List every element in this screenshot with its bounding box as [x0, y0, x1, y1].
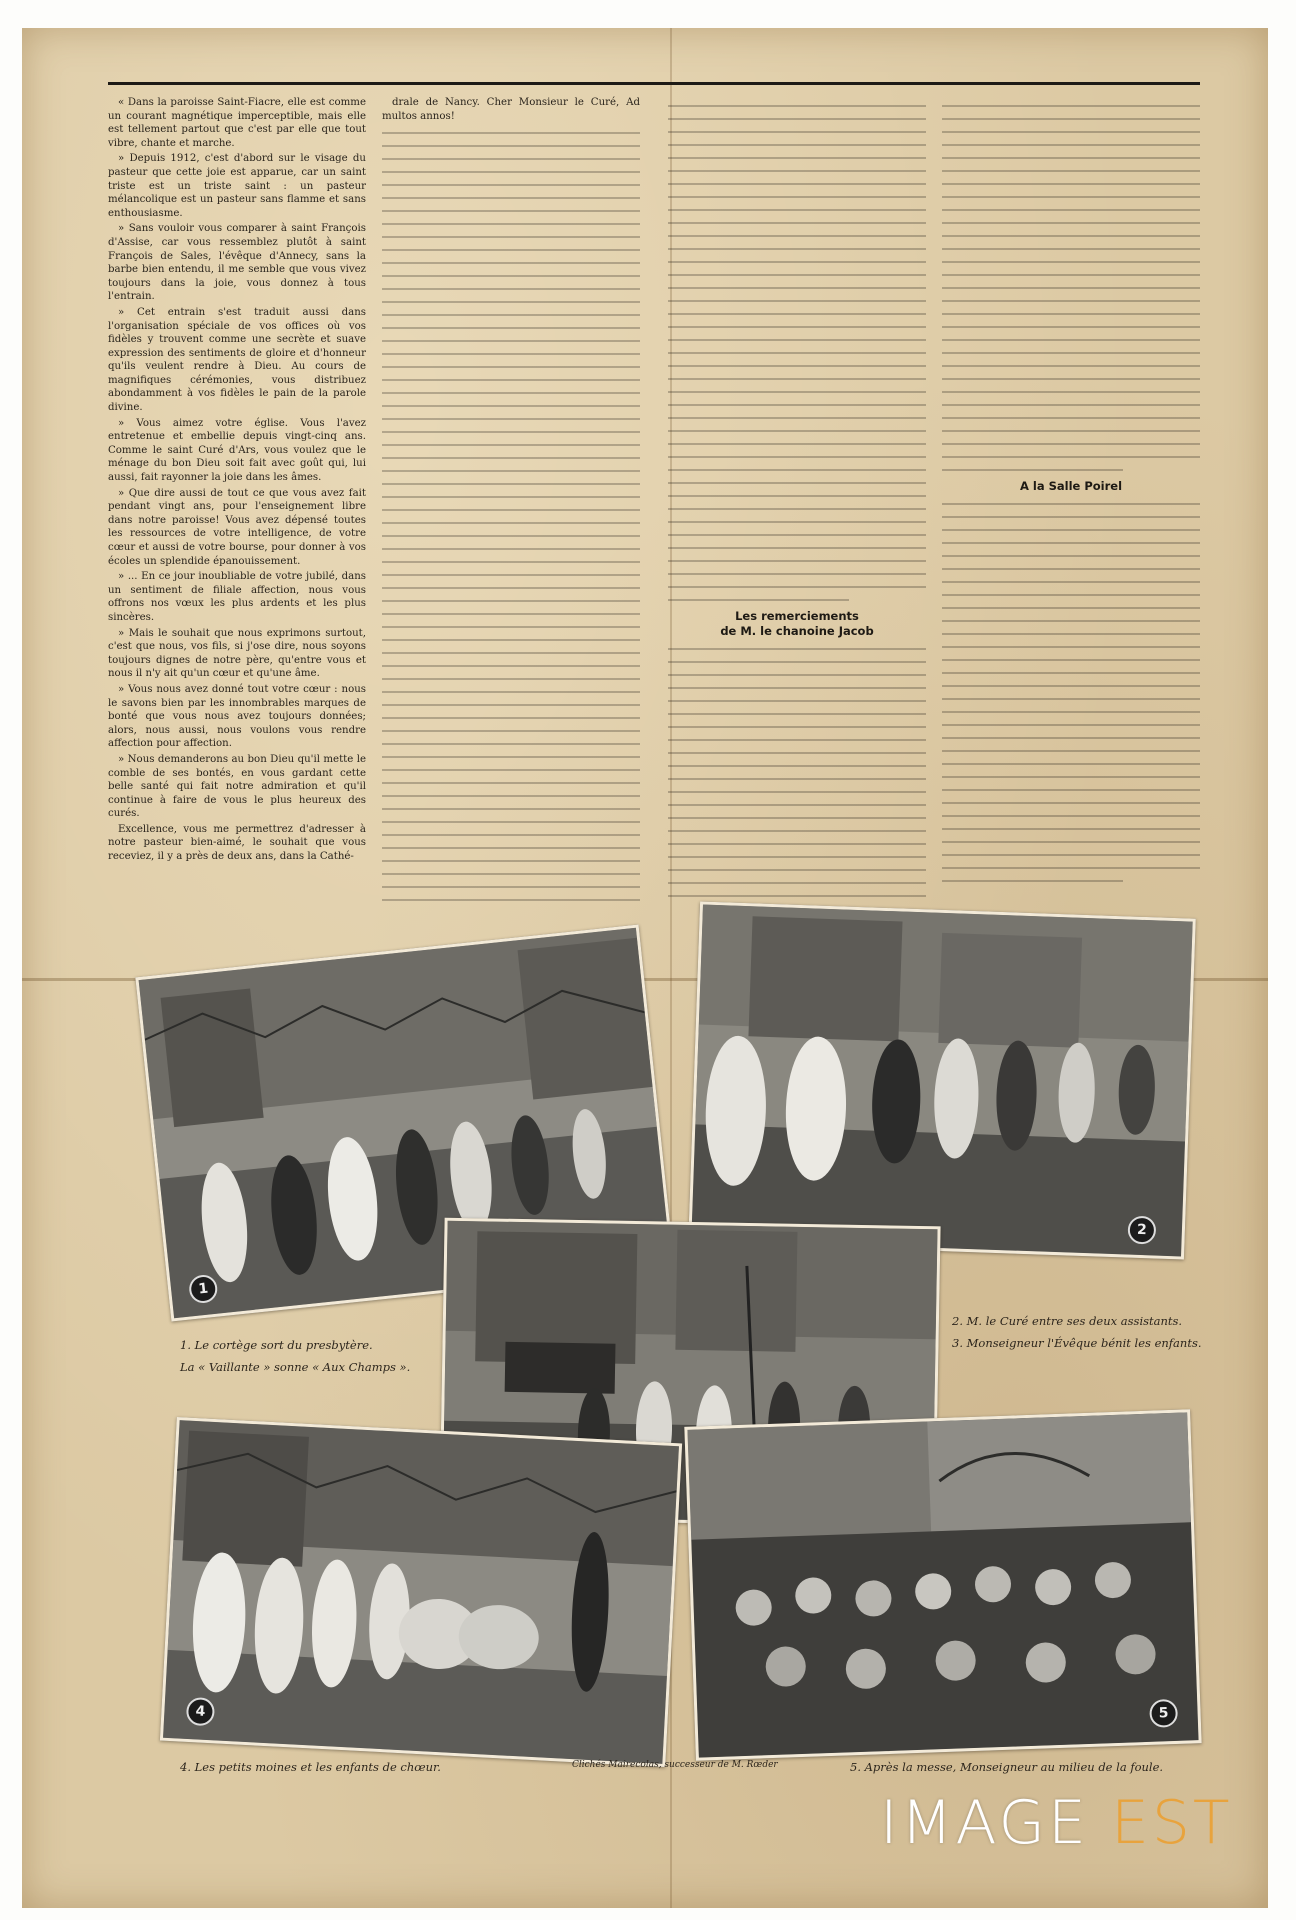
photo-number-badge: 2	[1127, 1216, 1156, 1245]
illegible-text-line	[382, 415, 640, 422]
photo-number-badge: 1	[188, 1274, 219, 1305]
illegible-text-line	[942, 284, 1200, 291]
caption-photo-1-line-2: La « Vaillante » sonne « Aux Champs ».	[180, 1360, 411, 1374]
illegible-text-line	[382, 506, 640, 513]
illegible-text-line	[382, 220, 640, 227]
illegible-text-line	[668, 788, 926, 795]
illegible-text-line	[382, 142, 640, 149]
illegible-text-line	[668, 167, 926, 174]
illegible-text-line	[382, 467, 640, 474]
illegible-text-line	[942, 375, 1200, 382]
watermark-text-est: EST	[1110, 1788, 1233, 1858]
illegible-text-line	[382, 779, 640, 786]
photo-number-badge: 5	[1149, 1699, 1178, 1728]
illegible-text-line	[382, 519, 640, 526]
section-heading: A la Salle Poirel	[1019, 479, 1123, 493]
paragraph: » Vous nous avez donné tout votre cœur : nous le savons bien par les innombrables marques de bonté que vous nous avez toujours données; alors, nous aussi, nous voulons vous rendre affection pour affection.	[108, 683, 366, 750]
photo-credit: Clichés Mairecolas, successeur de M. Rœder	[572, 1760, 778, 1770]
illegible-text-line	[942, 141, 1200, 148]
illegible-text-line	[942, 773, 1200, 780]
illegible-text-line	[668, 762, 926, 769]
illegible-text-line	[382, 623, 640, 630]
paragraph: « Dans la paroisse Saint-Fiacre, elle est comme un courant magnétique imperceptible, mais elle est tellement partout que c'est par elle que tout vibre, chante et marche.	[108, 97, 366, 149]
illegible-text-line	[382, 389, 640, 396]
illegible-text-line	[382, 610, 640, 617]
photo-4-choirboys	[160, 1417, 682, 1767]
paragraph: » Vous aimez votre église. Vous l'avez entretenue et embellie depuis vingt-cinq ans. Comme le saint Curé d'Ars, vous voulez que le ménage du bon Dieu soit fait avec goût qui, lui aussi, fait rayonner la joie dans les âmes.	[108, 417, 366, 484]
illegible-text-line	[668, 840, 926, 847]
illegible-text-line	[942, 565, 1200, 572]
illegible-text-line	[942, 336, 1200, 343]
illegible-text-line	[382, 493, 640, 500]
illegible-text-line	[668, 388, 926, 395]
illegible-text-line	[942, 466, 1123, 473]
illegible-text-line	[382, 636, 640, 643]
illegible-text-line	[942, 232, 1200, 239]
illegible-text-line	[668, 710, 926, 717]
illegible-text-line	[382, 246, 640, 253]
illegible-text-line	[668, 736, 926, 743]
illegible-text-line	[668, 154, 926, 161]
illegible-text-line	[382, 805, 640, 812]
paragraph: » Cet entrain s'est traduit aussi dans l'organisation spéciale de vos offices où vos fidèles y trouvent comme une secrète et suave expression des sentiments de gloire et d'honneur qu'ils veulent rendre à Dieu. Au cours de magnifiques cérémonies, vous distribuez abondamment à vos fidèles le pain de la parole divine.	[108, 306, 366, 414]
illegible-text-line	[382, 311, 640, 318]
illegible-text-line	[942, 812, 1200, 819]
illegible-text-line	[942, 414, 1200, 421]
illegible-text-line	[382, 766, 640, 773]
illegible-text-line	[942, 102, 1200, 109]
illegible-text-line	[382, 675, 640, 682]
illegible-text-line	[942, 310, 1200, 317]
paragraph: Excellence, vous me permettrez d'adresser à notre pasteur bien-aimé, le souhait que vous receviez, il y a près de deux ans, dans la Cathé-	[108, 823, 366, 863]
illegible-text-line	[942, 669, 1200, 676]
illegible-text-line	[942, 604, 1200, 611]
illegible-text-line	[942, 851, 1200, 858]
illegible-text-line	[382, 558, 640, 565]
illegible-text-line	[942, 193, 1200, 200]
illegible-text-line	[382, 857, 640, 864]
illegible-text-line	[668, 336, 926, 343]
illegible-text-line	[382, 272, 640, 279]
illegible-text-line	[942, 838, 1200, 845]
illegible-text-line	[382, 454, 640, 461]
illegible-text-line	[942, 591, 1200, 598]
illegible-text-line	[942, 643, 1200, 650]
paragraph: drale de Nancy. Cher Monsieur le Curé, Ad multos annos!	[382, 97, 640, 122]
illegible-text-line	[382, 818, 640, 825]
header-rule	[108, 82, 1200, 85]
illegible-text-line	[668, 232, 926, 239]
caption-photo-2: 2. M. le Curé entre ses deux assistants.	[952, 1314, 1183, 1328]
illegible-text-line	[668, 180, 926, 187]
illegible-text-line	[668, 362, 926, 369]
illegible-text-line	[382, 597, 640, 604]
illegible-text-line	[382, 129, 640, 136]
illegible-text-line	[382, 714, 640, 721]
illegible-text-line	[942, 552, 1200, 559]
illegible-text-line	[668, 115, 926, 122]
illegible-text-line	[668, 297, 926, 304]
illegible-text-line	[668, 375, 926, 382]
illegible-text-line	[942, 539, 1200, 546]
paragraph: » Depuis 1912, c'est d'abord sur le visage du pasteur que cette joie est apparue, car un saint triste est un triste saint : un pasteur mélancolique est un pasteur sans flamme et sans enthousiasme.	[108, 153, 366, 219]
illegible-text-line	[942, 526, 1200, 533]
illegible-text-line	[942, 258, 1200, 265]
illegible-text-line	[942, 747, 1200, 754]
illegible-text-line	[382, 259, 640, 266]
illegible-text-line	[668, 492, 926, 499]
illegible-text-line	[382, 168, 640, 175]
illegible-text-line	[668, 749, 926, 756]
illegible-text-line	[382, 844, 640, 851]
illegible-text-line	[382, 545, 640, 552]
illegible-text-line	[382, 831, 640, 838]
illegible-text-line	[668, 866, 926, 873]
illegible-text-line	[382, 649, 640, 656]
illegible-text-line	[382, 194, 640, 201]
illegible-text-line	[942, 578, 1200, 585]
article-column-4	[942, 96, 1200, 908]
photo-number-badge: 4	[186, 1697, 215, 1726]
illegible-text-line	[942, 388, 1200, 395]
illegible-text-line	[668, 596, 849, 603]
illegible-text-line	[668, 879, 926, 886]
illegible-text-line	[942, 799, 1200, 806]
illegible-text-line	[668, 723, 926, 730]
illegible-text-line	[668, 892, 926, 899]
illegible-text-line	[942, 219, 1200, 226]
illegible-text-line	[668, 219, 926, 226]
illegible-text-line	[942, 154, 1200, 161]
illegible-text-line	[382, 441, 640, 448]
illegible-text-line	[942, 617, 1200, 624]
illegible-text-line	[942, 453, 1200, 460]
illegible-text-line	[382, 363, 640, 370]
illegible-text-line	[942, 271, 1200, 278]
illegible-text-line	[942, 297, 1200, 304]
illegible-text-line	[942, 440, 1200, 447]
illegible-text-line	[668, 853, 926, 860]
illegible-text-line	[942, 323, 1200, 330]
illegible-text-line	[668, 658, 926, 665]
illegible-text-line	[668, 427, 926, 434]
section-heading-line: de M. le chanoine Jacob	[720, 624, 874, 638]
caption-photo-1-line-1: 1. Le cortège sort du presbytère.	[180, 1338, 373, 1352]
illegible-text-line	[942, 786, 1200, 793]
illegible-text-line	[942, 401, 1200, 408]
illegible-text-line	[668, 401, 926, 408]
illegible-text-line	[942, 708, 1200, 715]
illegible-text-line	[668, 697, 926, 704]
illegible-text-line	[382, 532, 640, 539]
illegible-text-line	[942, 245, 1200, 252]
illegible-text-line	[382, 285, 640, 292]
photo-scene	[691, 905, 1192, 1257]
illegible-text-line	[668, 440, 926, 447]
illegible-text-line	[382, 402, 640, 409]
illegible-text-line	[382, 155, 640, 162]
illegible-text-line	[668, 258, 926, 265]
illegible-text-line	[382, 662, 640, 669]
illegible-text-line	[382, 753, 640, 760]
illegible-text-line	[382, 480, 640, 487]
caption-photo-4: 4. Les petits moines et les enfants de chœur.	[180, 1760, 441, 1774]
illegible-text-line	[668, 141, 926, 148]
illegible-text-line	[942, 630, 1200, 637]
illegible-text-line	[382, 376, 640, 383]
section-heading-line: Les remerciements	[735, 609, 859, 623]
photo-2-cure-assistants	[688, 901, 1196, 1259]
illegible-text-line	[668, 453, 926, 460]
illegible-text-line	[382, 740, 640, 747]
illegible-text-line	[942, 427, 1200, 434]
section-heading	[668, 609, 926, 639]
illegible-text-line	[942, 167, 1200, 174]
illegible-text-line	[668, 206, 926, 213]
illegible-text-line	[668, 645, 926, 652]
illegible-text-line	[668, 414, 926, 421]
illegible-text-line	[942, 825, 1200, 832]
illegible-text-line	[382, 350, 640, 357]
illegible-text-line	[942, 500, 1200, 507]
illegible-text-line	[382, 870, 640, 877]
illegible-text-line	[668, 102, 926, 109]
illegible-text-line	[942, 721, 1200, 728]
illegible-text-line	[942, 349, 1200, 356]
illegible-text-line	[382, 207, 640, 214]
illegible-text-line	[942, 695, 1200, 702]
illegible-text-line	[942, 180, 1200, 187]
illegible-text-line	[382, 181, 640, 188]
illegible-text-line	[668, 544, 926, 551]
illegible-text-line	[668, 271, 926, 278]
illegible-text-line	[382, 701, 640, 708]
image-est-watermark	[880, 1788, 1233, 1858]
illegible-text-line	[942, 864, 1200, 871]
article-column-2	[382, 96, 640, 908]
photo-scene	[163, 1420, 679, 1764]
illegible-text-line	[942, 206, 1200, 213]
illegible-text-line	[668, 814, 926, 821]
illegible-text-line	[942, 656, 1200, 663]
illegible-text-line	[382, 896, 640, 903]
illegible-text-line	[668, 827, 926, 834]
illegible-text-line	[668, 505, 926, 512]
illegible-text-line	[668, 531, 926, 538]
illegible-text-line	[668, 557, 926, 564]
illegible-text-line	[382, 428, 640, 435]
illegible-text-line	[668, 479, 926, 486]
illegible-text-line	[668, 583, 926, 590]
caption-photo-3: 3. Monseigneur l'Évêque bénit les enfants.	[952, 1336, 1202, 1350]
illegible-text-line	[942, 362, 1200, 369]
article-column-3	[668, 96, 926, 908]
illegible-text-line	[942, 682, 1200, 689]
illegible-text-line	[668, 193, 926, 200]
article-column-1	[108, 96, 366, 908]
illegible-text-line	[668, 518, 926, 525]
illegible-text-line	[382, 571, 640, 578]
illegible-text-line	[668, 310, 926, 317]
illegible-text-line	[382, 233, 640, 240]
illegible-text-line	[668, 349, 926, 356]
illegible-text-line	[668, 775, 926, 782]
illegible-text-line	[668, 284, 926, 291]
illegible-text-line	[668, 570, 926, 577]
illegible-text-line	[382, 324, 640, 331]
paragraph: » ... En ce jour inoubliable de votre jubilé, dans un sentiment de filiale affection, nous vous offrons nos vœux les plus ardents et les plus sincères.	[108, 571, 366, 623]
watermark-text-image: IMAGE	[880, 1788, 1111, 1858]
caption-photo-5: 5. Après la messe, Monseigneur au milieu de la foule.	[850, 1760, 1164, 1774]
illegible-text-line	[668, 466, 926, 473]
illegible-text-line	[668, 801, 926, 808]
illegible-text-line	[942, 760, 1200, 767]
illegible-text-line	[668, 671, 926, 678]
illegible-text-line	[942, 877, 1123, 884]
illegible-text-line	[382, 337, 640, 344]
paragraph: » Nous demanderons au bon Dieu qu'il mette le comble de ses bontés, en vous gardant cette belle santé qui fait notre admiration et qu'il continue à faire de vous le plus heureux des curés.	[108, 753, 366, 820]
paragraph: » Que dire aussi de tout ce que vous avez fait pendant vingt ans, pour l'enseignement libre dans notre paroisse! Vous avez dépensé toutes les ressources de votre intelligence, de votre cœur et aussi de votre bourse, pour donner à vos écoles un splendide épanouissement.	[108, 487, 366, 567]
illegible-text-line	[668, 245, 926, 252]
illegible-text-line	[942, 734, 1200, 741]
illegible-text-line	[382, 727, 640, 734]
illegible-text-line	[382, 883, 640, 890]
illegible-text-line	[382, 584, 640, 591]
illegible-text-line	[668, 684, 926, 691]
illegible-text-line	[668, 323, 926, 330]
paragraph: » Sans vouloir vous comparer à saint François d'Assise, car vous ressemblez plutôt à saint François de Sales, l'évêque d'Annecy, sans la barbe bien entendu, il me semble que vous vivez toujours dans la joie, vous donnez à tous l'entrain.	[108, 223, 366, 303]
photo-scene	[687, 1412, 1198, 1757]
illegible-text-line	[942, 513, 1200, 520]
photo-5-bishop-in-crowd	[684, 1409, 1201, 1760]
illegible-text-line	[382, 298, 640, 305]
illegible-text-line	[668, 128, 926, 135]
illegible-text-line	[942, 128, 1200, 135]
paragraph: » Mais le souhait que nous exprimons surtout, c'est que nous, vos fils, si j'ose dire, nous soyons toujours dignes de notre père, qu'entre vous et nous il n'y ait qu'un cœur et qu'une âme.	[108, 627, 366, 680]
illegible-text-line	[382, 688, 640, 695]
illegible-text-line	[382, 792, 640, 799]
illegible-text-line	[942, 115, 1200, 122]
